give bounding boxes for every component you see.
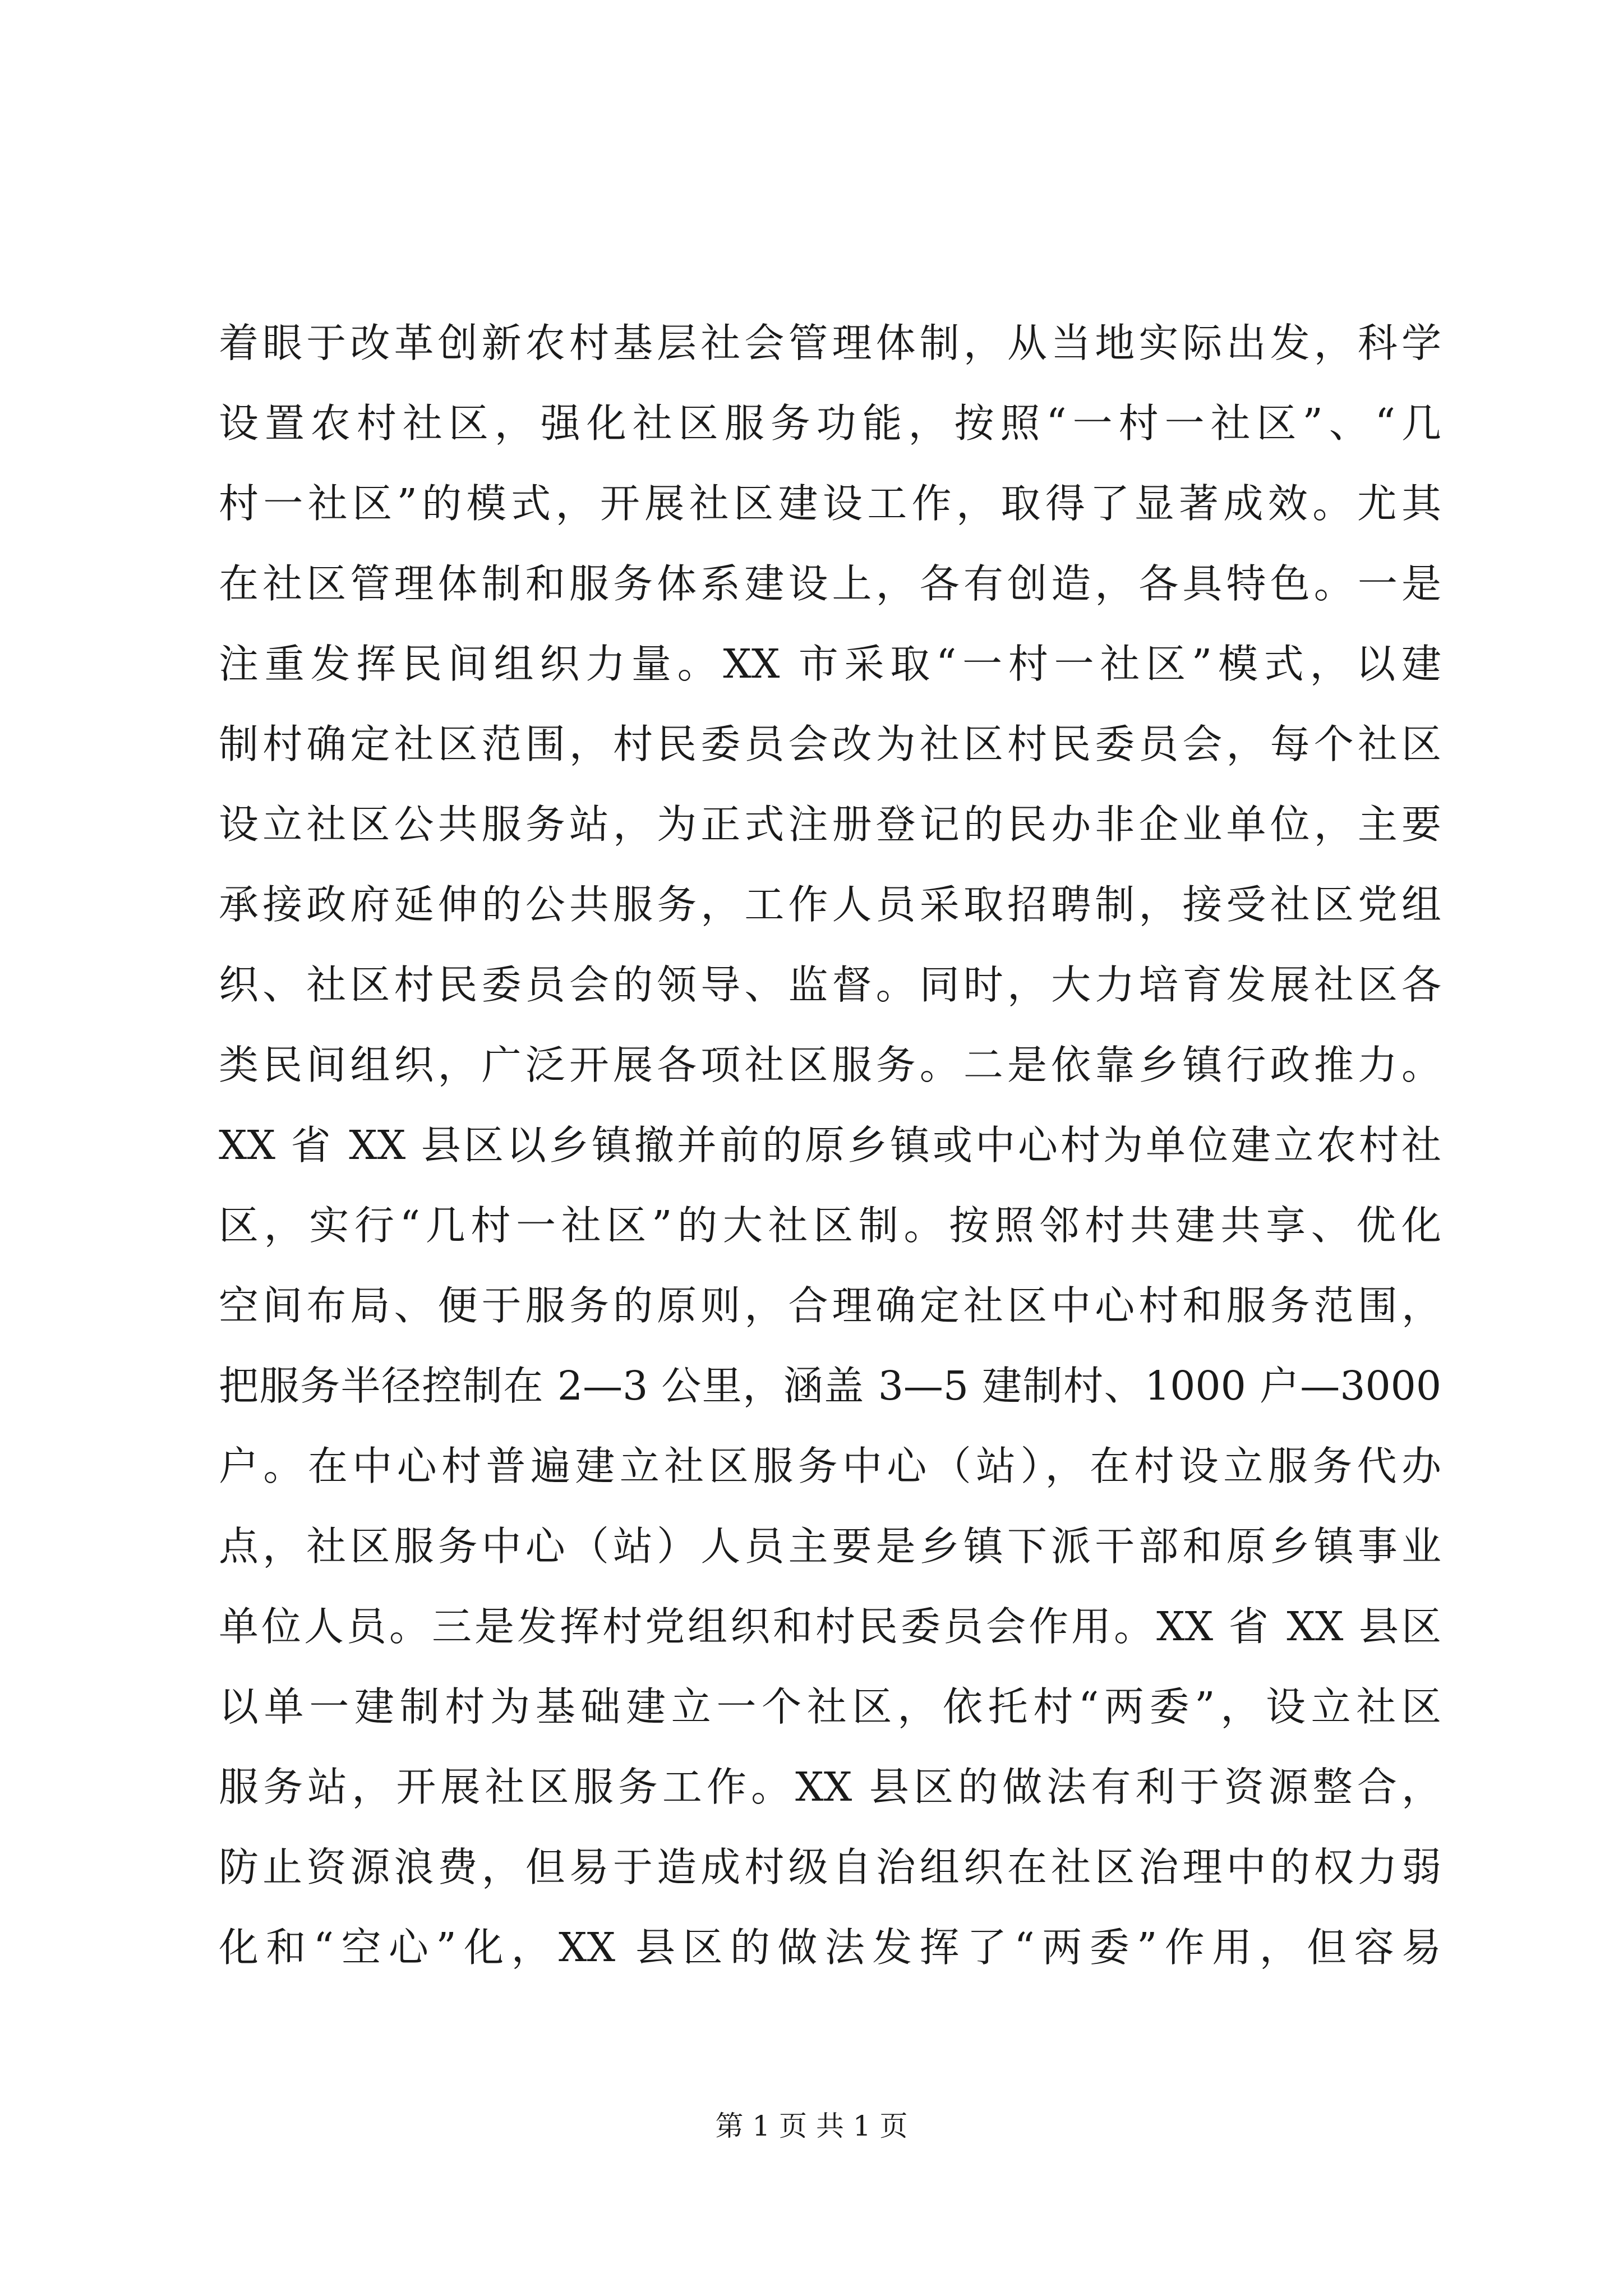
text-line: 制村确定社区范围，村民委员会改为社区村民委员会，每个社区 bbox=[219, 721, 1441, 767]
text-line: 织、社区村民委员会的领导、监督。同时，大力培育发展社区各 bbox=[219, 961, 1441, 1008]
text-line: 户。在中心村普遍建立社区服务中心（站），在村设立服务代办 bbox=[219, 1443, 1441, 1489]
text-line: 设置农村社区，强化社区服务功能，按照“一村一社区”、“几 bbox=[219, 400, 1441, 447]
text-line: 点，社区服务中心（站）人员主要是乡镇下派干部和原乡镇事业 bbox=[219, 1523, 1441, 1570]
text-line: 防止资源浪费，但易于造成村级自治组织在社区治理中的权力弱 bbox=[219, 1844, 1441, 1890]
text-line: 单位人员。三是发挥村党组织和村民委员会作用。XX 省 XX 县区 bbox=[219, 1603, 1441, 1650]
text-line: XX 省 XX 县区以乡镇撤并前的原乡镇或中心村为单位建立农村社 bbox=[219, 1122, 1441, 1168]
text-line: 设立社区公共服务站，为正式注册登记的民办非企业单位，主要 bbox=[219, 801, 1441, 848]
text-line: 把服务半径控制在 2—3 公里，涵盖 3—5 建制村、1000 户—3000 bbox=[219, 1363, 1441, 1409]
page-footer: 第 1 页 共 1 页 bbox=[715, 2110, 908, 2142]
text-line: 化和“空心”化，XX 县区的做法发挥了“两委”作用，但容易 bbox=[219, 1924, 1441, 1971]
text-line: 在社区管理体制和服务体系建设上，各有创造，各具特色。一是 bbox=[219, 560, 1441, 607]
text-line: 着眼于改革创新农村基层社会管理体制，从当地实际出发，科学 bbox=[219, 320, 1441, 366]
text-line: 村一社区”的模式，开展社区建设工作，取得了显著成效。尤其 bbox=[219, 480, 1441, 527]
text-line: 承接政府延伸的公共服务，工作人员采取招聘制，接受社区党组 bbox=[219, 881, 1441, 928]
body-text bbox=[219, 303, 1441, 1987]
text-line: 注重发挥民间组织力量。XX 市采取“一村一社区”模式，以建 bbox=[219, 641, 1441, 687]
text-line: 类民间组织，广泛开展各项社区服务。二是依靠乡镇行政推力。 bbox=[219, 1042, 1441, 1088]
text-line: 服务站，开展社区服务工作。XX 县区的做法有利于资源整合， bbox=[219, 1764, 1441, 1810]
text-line: 空间布局、便于服务的原则，合理确定社区中心村和服务范围， bbox=[219, 1282, 1441, 1329]
text-line: 以单一建制村为基础建立一个社区，依托村“两委”，设立社区 bbox=[219, 1683, 1441, 1730]
text-line: 区，实行“几村一社区”的大社区制。按照邻村共建共享、优化 bbox=[219, 1202, 1441, 1249]
